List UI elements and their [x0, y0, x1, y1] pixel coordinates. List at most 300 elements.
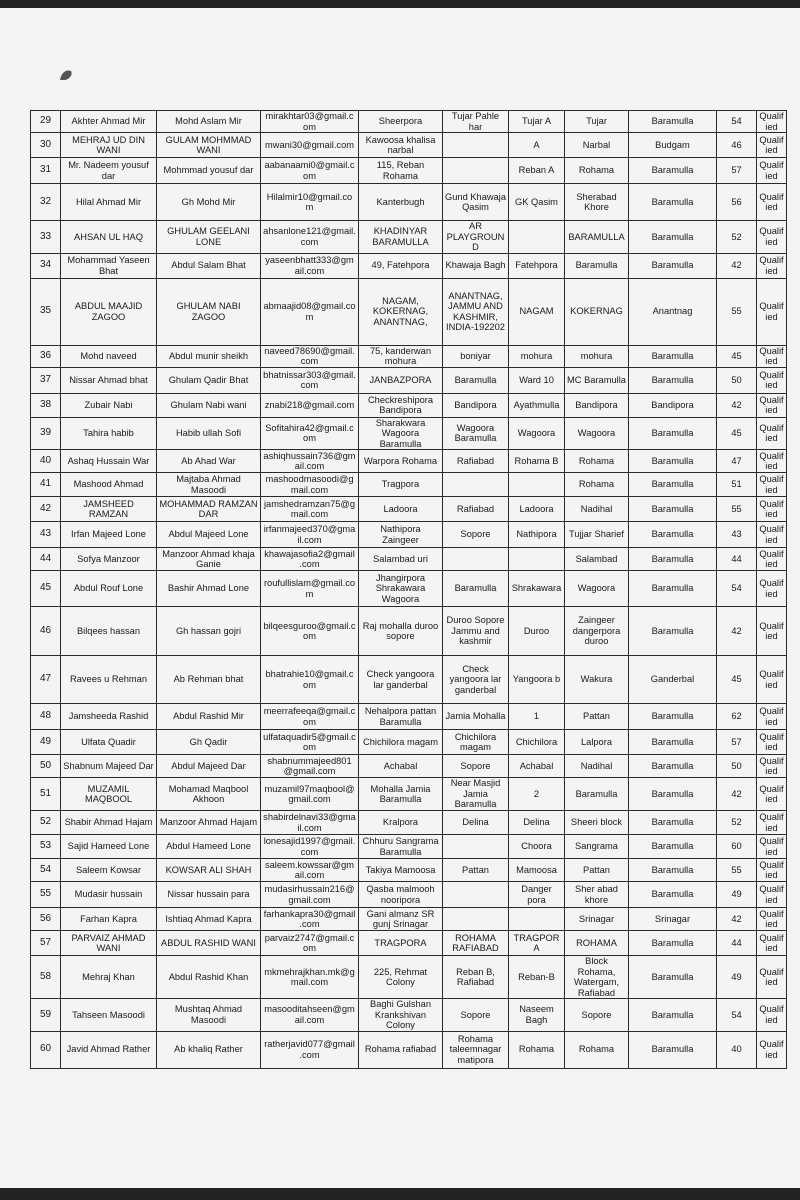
cell-name: Mohd naveed — [61, 345, 157, 367]
cell-block — [509, 221, 565, 254]
cell-status: Qualified — [757, 730, 787, 755]
cell-marks: 42 — [717, 607, 757, 656]
cell-block: Ayathmulla — [509, 393, 565, 417]
cell-block: Chichilora — [509, 730, 565, 755]
cell-parentage: Bashir Ahmad Lone — [157, 571, 261, 607]
cell-village: Sheeri block — [565, 811, 629, 835]
cell-block: mohura — [509, 345, 565, 367]
cell-district: Srinagar — [629, 908, 717, 931]
cell-address: Checkreshipora Bandipora — [359, 393, 443, 417]
cell-village: Wakura — [565, 656, 629, 704]
cell-status: Qualified — [757, 859, 787, 882]
cell-sno: 56 — [31, 908, 61, 931]
cell-address: Raj mohalla duroo sopore — [359, 607, 443, 656]
cell-block: Tujar A — [509, 111, 565, 133]
cell-block: Delina — [509, 811, 565, 835]
cell-marks: 55 — [717, 497, 757, 522]
cell-marks: 42 — [717, 778, 757, 811]
cell-block: Achabal — [509, 755, 565, 778]
cell-name: Sajid Hameed Lone — [61, 835, 157, 859]
cell-sno: 43 — [31, 522, 61, 548]
cell-district: Baramulla — [629, 158, 717, 184]
cell-name: PARVAIZ AHMAD WANI — [61, 931, 157, 956]
cell-locality: Wagoora Baramulla — [443, 417, 509, 450]
cell-sno: 57 — [31, 931, 61, 956]
cell-parentage: KOWSAR ALI SHAH — [157, 859, 261, 882]
cell-block: 2 — [509, 778, 565, 811]
cell-address: 225, Rehmat Colony — [359, 956, 443, 999]
cell-email: abmaajid08@gmail.com — [261, 278, 359, 345]
cell-locality: Sopore — [443, 999, 509, 1032]
cell-village: Narbal — [565, 133, 629, 158]
top-bar — [0, 0, 800, 8]
cell-parentage: Nissar hussain para — [157, 882, 261, 908]
cell-sno: 49 — [31, 730, 61, 755]
cell-parentage: Ab Rehman bhat — [157, 656, 261, 704]
cell-locality: Jamia Mohalla — [443, 704, 509, 730]
cell-parentage: Manzoor Ahmad khaja Ganie — [157, 548, 261, 571]
cell-name: Mashood Ahmad — [61, 473, 157, 497]
cell-locality: Khawaja Bagh — [443, 253, 509, 278]
cell-block: 1 — [509, 704, 565, 730]
cell-locality — [443, 882, 509, 908]
table-row — [31, 859, 787, 882]
cell-parentage: Gh Qadir — [157, 730, 261, 755]
cell-name: Hilal Ahmad Mir — [61, 184, 157, 221]
cell-village: Rohama — [565, 473, 629, 497]
cell-marks: 57 — [717, 158, 757, 184]
cell-email: lonesajid1997@gmail.com — [261, 835, 359, 859]
cell-email: Hilalmir10@gmail.com — [261, 184, 359, 221]
cell-marks: 57 — [717, 730, 757, 755]
cell-village: Srinagar — [565, 908, 629, 931]
cell-district: Baramulla — [629, 835, 717, 859]
cell-name: Saleem Kowsar — [61, 859, 157, 882]
cell-locality: Rafiabad — [443, 450, 509, 473]
cell-village: BARAMULLA — [565, 221, 629, 254]
cell-block: GK Qasim — [509, 184, 565, 221]
cell-marks: 60 — [717, 835, 757, 859]
cell-village: Rohama — [565, 450, 629, 473]
cell-block — [509, 548, 565, 571]
cell-marks: 55 — [717, 278, 757, 345]
cell-name: Mudasir hussain — [61, 882, 157, 908]
cell-parentage: Ishtiaq Ahmad Kapra — [157, 908, 261, 931]
cell-locality — [443, 158, 509, 184]
cell-marks: 42 — [717, 393, 757, 417]
cell-parentage: Abdul Majeed Lone — [157, 522, 261, 548]
cell-locality: Baramulla — [443, 571, 509, 607]
cell-email: mwani30@gmail.com — [261, 133, 359, 158]
cell-parentage: GHULAM GEELANI LONE — [157, 221, 261, 254]
cell-block: Ward 10 — [509, 367, 565, 393]
cell-sno: 30 — [31, 133, 61, 158]
table-row — [31, 367, 787, 393]
cell-parentage: Abdul Hameed Lone — [157, 835, 261, 859]
cell-email: shabnummajeed801@gmail.com — [261, 755, 359, 778]
cell-email: shabirdelnavi33@gmail.com — [261, 811, 359, 835]
cell-status: Qualified — [757, 497, 787, 522]
cell-district: Baramulla — [629, 345, 717, 367]
cell-sno: 60 — [31, 1031, 61, 1068]
cell-locality — [443, 133, 509, 158]
cell-locality — [443, 548, 509, 571]
cell-locality: Rafiabad — [443, 497, 509, 522]
table-row — [31, 835, 787, 859]
cell-address: Kawoosa khalisa narbal — [359, 133, 443, 158]
table-row — [31, 908, 787, 931]
table-row — [31, 278, 787, 345]
cell-parentage: Majtaba Ahmad Masoodi — [157, 473, 261, 497]
cell-village: Zaingeer dangerpora duroo — [565, 607, 629, 656]
cell-parentage: Mohmmad yousuf dar — [157, 158, 261, 184]
cell-email: ulfataquadir5@gmail.com — [261, 730, 359, 755]
cell-locality: Check yangoora lar ganderbal — [443, 656, 509, 704]
cell-locality: Delina — [443, 811, 509, 835]
cell-marks: 44 — [717, 931, 757, 956]
cell-district: Baramulla — [629, 367, 717, 393]
cell-email: khawajasofia2@gmail.com — [261, 548, 359, 571]
cell-sno: 42 — [31, 497, 61, 522]
cell-email: Sofitahira42@gmail.com — [261, 417, 359, 450]
cell-email: ashiqhussain736@gmail.com — [261, 450, 359, 473]
table-row — [31, 221, 787, 254]
cell-sno: 48 — [31, 704, 61, 730]
cell-parentage: Abdul Majeed Dar — [157, 755, 261, 778]
cell-email: jamshedramzan75@gmail.com — [261, 497, 359, 522]
cell-district: Baramulla — [629, 111, 717, 133]
cell-sno: 39 — [31, 417, 61, 450]
cell-locality: Chichilora magam — [443, 730, 509, 755]
cell-address: Ladoora — [359, 497, 443, 522]
cell-district: Baramulla — [629, 417, 717, 450]
cell-block: A — [509, 133, 565, 158]
cell-locality: Baramulla — [443, 367, 509, 393]
cell-sno: 53 — [31, 835, 61, 859]
cell-locality — [443, 835, 509, 859]
table-row — [31, 607, 787, 656]
cell-status: Qualified — [757, 253, 787, 278]
cell-block: Danger pora — [509, 882, 565, 908]
cell-status: Qualified — [757, 393, 787, 417]
cell-status: Qualified — [757, 908, 787, 931]
cell-village: Sangrama — [565, 835, 629, 859]
cell-status: Qualified — [757, 956, 787, 999]
cell-address: Qasba malmooh nooripora — [359, 882, 443, 908]
cell-parentage: Gh Mohd Mir — [157, 184, 261, 221]
cell-village: KOKERNAG — [565, 278, 629, 345]
cell-address: 115, Reban Rohama — [359, 158, 443, 184]
cell-address: Chichilora magam — [359, 730, 443, 755]
cell-marks: 52 — [717, 811, 757, 835]
cell-status: Qualified — [757, 931, 787, 956]
cell-village: mohura — [565, 345, 629, 367]
cell-address: Check yangoora lar ganderbal — [359, 656, 443, 704]
cell-status: Qualified — [757, 133, 787, 158]
table-row — [31, 497, 787, 522]
cell-name: Mr. Nadeem yousuf dar — [61, 158, 157, 184]
cell-marks: 45 — [717, 656, 757, 704]
cell-parentage: Abdul Rashid Khan — [157, 956, 261, 999]
cell-village: Nadihal — [565, 497, 629, 522]
table-row — [31, 345, 787, 367]
cell-marks: 45 — [717, 417, 757, 450]
cell-status: Qualified — [757, 656, 787, 704]
cell-marks: 50 — [717, 367, 757, 393]
cell-marks: 56 — [717, 184, 757, 221]
cell-email: yaseenbhatt333@gmail.com — [261, 253, 359, 278]
cell-sno: 37 — [31, 367, 61, 393]
cell-status: Qualified — [757, 158, 787, 184]
table-row — [31, 184, 787, 221]
cell-sno: 38 — [31, 393, 61, 417]
cell-sno: 55 — [31, 882, 61, 908]
cell-locality: Pattan — [443, 859, 509, 882]
cell-block — [509, 473, 565, 497]
cell-sno: 54 — [31, 859, 61, 882]
cell-block: Naseem Bagh — [509, 999, 565, 1032]
cell-parentage: Ghulam Qadir Bhat — [157, 367, 261, 393]
cell-status: Qualified — [757, 778, 787, 811]
table-row — [31, 956, 787, 999]
cell-marks: 43 — [717, 522, 757, 548]
cell-parentage: Mushtaq Ahmad Masoodi — [157, 999, 261, 1032]
cell-name: Farhan Kapra — [61, 908, 157, 931]
cell-district: Baramulla — [629, 778, 717, 811]
cell-village: Pattan — [565, 704, 629, 730]
cell-parentage: Ghulam Nabi wani — [157, 393, 261, 417]
cell-name: Tahseen Masoodi — [61, 999, 157, 1032]
cell-address: Takiya Mamoosa — [359, 859, 443, 882]
cell-status: Qualified — [757, 1031, 787, 1068]
cell-block: Reban-B — [509, 956, 565, 999]
cell-village: Tujjar Sharief — [565, 522, 629, 548]
cell-locality: Sopore — [443, 755, 509, 778]
cell-district: Baramulla — [629, 522, 717, 548]
table-row — [31, 417, 787, 450]
cell-village: Bandipora — [565, 393, 629, 417]
cell-district: Baramulla — [629, 811, 717, 835]
smudge-mark — [58, 68, 74, 82]
cell-marks: 45 — [717, 345, 757, 367]
cell-locality: Duroo Sopore Jammu and kashmir — [443, 607, 509, 656]
cell-address: Sharakwara Wagoora Baramulla — [359, 417, 443, 450]
table-row — [31, 999, 787, 1032]
cell-status: Qualified — [757, 882, 787, 908]
cell-district: Baramulla — [629, 730, 717, 755]
cell-sno: 34 — [31, 253, 61, 278]
cell-parentage: Mohd Aslam Mir — [157, 111, 261, 133]
table-row — [31, 704, 787, 730]
cell-district: Bandipora — [629, 393, 717, 417]
cell-name: Abdul Rouf Lone — [61, 571, 157, 607]
cell-village: ROHAMA — [565, 931, 629, 956]
cell-status: Qualified — [757, 999, 787, 1032]
table-row — [31, 755, 787, 778]
cell-email: ahsanlone121@gmail.com — [261, 221, 359, 254]
cell-parentage: ABDUL RASHID WANI — [157, 931, 261, 956]
cell-name: Jamsheeda Rashid — [61, 704, 157, 730]
cell-name: JAMSHEED RAMZAN — [61, 497, 157, 522]
cell-name: Ulfata Quadir — [61, 730, 157, 755]
cell-village: Lalpora — [565, 730, 629, 755]
cell-email: masooditahseen@gmail.com — [261, 999, 359, 1032]
cell-village: Wagoora — [565, 571, 629, 607]
cell-marks: 52 — [717, 221, 757, 254]
cell-sno: 40 — [31, 450, 61, 473]
cell-block: Wagoora — [509, 417, 565, 450]
cell-marks: 42 — [717, 908, 757, 931]
table-row — [31, 473, 787, 497]
cell-village: Pattan — [565, 859, 629, 882]
table-row — [31, 450, 787, 473]
cell-sno: 36 — [31, 345, 61, 367]
cell-locality: AR PLAYGROUND — [443, 221, 509, 254]
cell-address: Kralpora — [359, 811, 443, 835]
cell-address: Warpora Rohama — [359, 450, 443, 473]
cell-sno: 59 — [31, 999, 61, 1032]
cell-marks: 49 — [717, 956, 757, 999]
table-row — [31, 393, 787, 417]
cell-address: Jhangirpora Shrakawara Wagoora — [359, 571, 443, 607]
cell-sno: 45 — [31, 571, 61, 607]
cell-email: ratherjavid077@gmail.com — [261, 1031, 359, 1068]
cell-email: parvaiz2747@gmail.com — [261, 931, 359, 956]
cell-district: Budgam — [629, 133, 717, 158]
cell-block: NAGAM — [509, 278, 565, 345]
cell-locality: boniyar — [443, 345, 509, 367]
table-row — [31, 522, 787, 548]
cell-email: roufullislam@gmail.com — [261, 571, 359, 607]
cell-marks: 51 — [717, 473, 757, 497]
cell-block: Fatehpora — [509, 253, 565, 278]
cell-status: Qualified — [757, 417, 787, 450]
table-row — [31, 656, 787, 704]
cell-marks: 42 — [717, 253, 757, 278]
cell-district: Baramulla — [629, 184, 717, 221]
cell-village: Block Rohama, Watergam, Rafiabad — [565, 956, 629, 999]
cell-address: Nehalpora pattan Baramulla — [359, 704, 443, 730]
cell-email: aabanaami0@gmail.com — [261, 158, 359, 184]
cell-district: Baramulla — [629, 999, 717, 1032]
cell-status: Qualified — [757, 704, 787, 730]
cell-village: Sher abad khore — [565, 882, 629, 908]
cell-block: Yangoora b — [509, 656, 565, 704]
cell-address: TRAGPORA — [359, 931, 443, 956]
cell-address: KHADINYAR BARAMULLA — [359, 221, 443, 254]
cell-block: Mamoosa — [509, 859, 565, 882]
cell-name: Javid Ahmad Rather — [61, 1031, 157, 1068]
cell-name: ABDUL MAAJID ZAGOO — [61, 278, 157, 345]
cell-name: Sofya Manzoor — [61, 548, 157, 571]
cell-address: Rohama rafiabad — [359, 1031, 443, 1068]
cell-status: Qualified — [757, 367, 787, 393]
cell-district: Baramulla — [629, 882, 717, 908]
cell-district: Baramulla — [629, 956, 717, 999]
cell-sno: 52 — [31, 811, 61, 835]
cell-name: Shabir Ahmad Hajam — [61, 811, 157, 835]
cell-email: bhatnissar303@gmail.com — [261, 367, 359, 393]
cell-locality: Tujar Pahle har — [443, 111, 509, 133]
table-row — [31, 778, 787, 811]
cell-district: Baramulla — [629, 548, 717, 571]
cell-village: Nadihal — [565, 755, 629, 778]
cell-address: Chhuru Sangrama Baramulla — [359, 835, 443, 859]
table-row — [31, 811, 787, 835]
table-row — [31, 133, 787, 158]
cell-address: Baghi Gulshan Krankshivan Colony — [359, 999, 443, 1032]
cell-marks: 46 — [717, 133, 757, 158]
cell-village: Tujar — [565, 111, 629, 133]
cell-email: farhankapra30@gmail.com — [261, 908, 359, 931]
cell-marks: 49 — [717, 882, 757, 908]
cell-locality: Reban B, Rafiabad — [443, 956, 509, 999]
cell-status: Qualified — [757, 184, 787, 221]
cell-district: Baramulla — [629, 859, 717, 882]
cell-district: Baramulla — [629, 704, 717, 730]
cell-block: Shrakawara — [509, 571, 565, 607]
cell-district: Anantnag — [629, 278, 717, 345]
cell-sno: 29 — [31, 111, 61, 133]
cell-sno: 50 — [31, 755, 61, 778]
cell-sno: 33 — [31, 221, 61, 254]
cell-district: Baramulla — [629, 497, 717, 522]
cell-parentage: Mohamad Maqbool Akhoon — [157, 778, 261, 811]
cell-sno: 31 — [31, 158, 61, 184]
cell-block: Nathipora — [509, 522, 565, 548]
cell-name: Bilqees hassan — [61, 607, 157, 656]
cell-village: Salambad — [565, 548, 629, 571]
cell-name: MUZAMIL MAQBOOL — [61, 778, 157, 811]
cell-email: bilqeesguroo@gmail.com — [261, 607, 359, 656]
cell-address: Tragpora — [359, 473, 443, 497]
cell-status: Qualified — [757, 450, 787, 473]
cell-locality — [443, 473, 509, 497]
cell-village: Baramulla — [565, 778, 629, 811]
table-row — [31, 931, 787, 956]
cell-name: Irfan Majeed Lone — [61, 522, 157, 548]
table-row — [31, 158, 787, 184]
cell-village: Baramulla — [565, 253, 629, 278]
cell-address: 49, Fatehpora — [359, 253, 443, 278]
cell-name: Akhter Ahmad Mir — [61, 111, 157, 133]
cell-name: Ravees u Rehman — [61, 656, 157, 704]
cell-name: Mehraj Khan — [61, 956, 157, 999]
cell-district: Baramulla — [629, 931, 717, 956]
cell-locality — [443, 908, 509, 931]
cell-block: Rohama B — [509, 450, 565, 473]
cell-block: TRAGPORA — [509, 931, 565, 956]
cell-email: mashoodmasoodi@gmail.com — [261, 473, 359, 497]
cell-email: muzamil97maqbool@gmail.com — [261, 778, 359, 811]
cell-status: Qualified — [757, 835, 787, 859]
cell-block: Reban A — [509, 158, 565, 184]
cell-district: Baramulla — [629, 607, 717, 656]
cell-locality: Sopore — [443, 522, 509, 548]
cell-parentage: Abdul munir sheikh — [157, 345, 261, 367]
cell-status: Qualified — [757, 111, 787, 133]
table-row — [31, 253, 787, 278]
cell-district: Baramulla — [629, 571, 717, 607]
cell-name: Nissar Ahmad bhat — [61, 367, 157, 393]
cell-locality: Rohama taleemnagar matipora — [443, 1031, 509, 1068]
cell-email: bhatrahie10@gmail.com — [261, 656, 359, 704]
cell-block: Choora — [509, 835, 565, 859]
cell-village: Rohama — [565, 158, 629, 184]
cell-address: Mohalla Jamia Baramulla — [359, 778, 443, 811]
cell-parentage: Ab khaliq Rather — [157, 1031, 261, 1068]
cell-district: Baramulla — [629, 1031, 717, 1068]
